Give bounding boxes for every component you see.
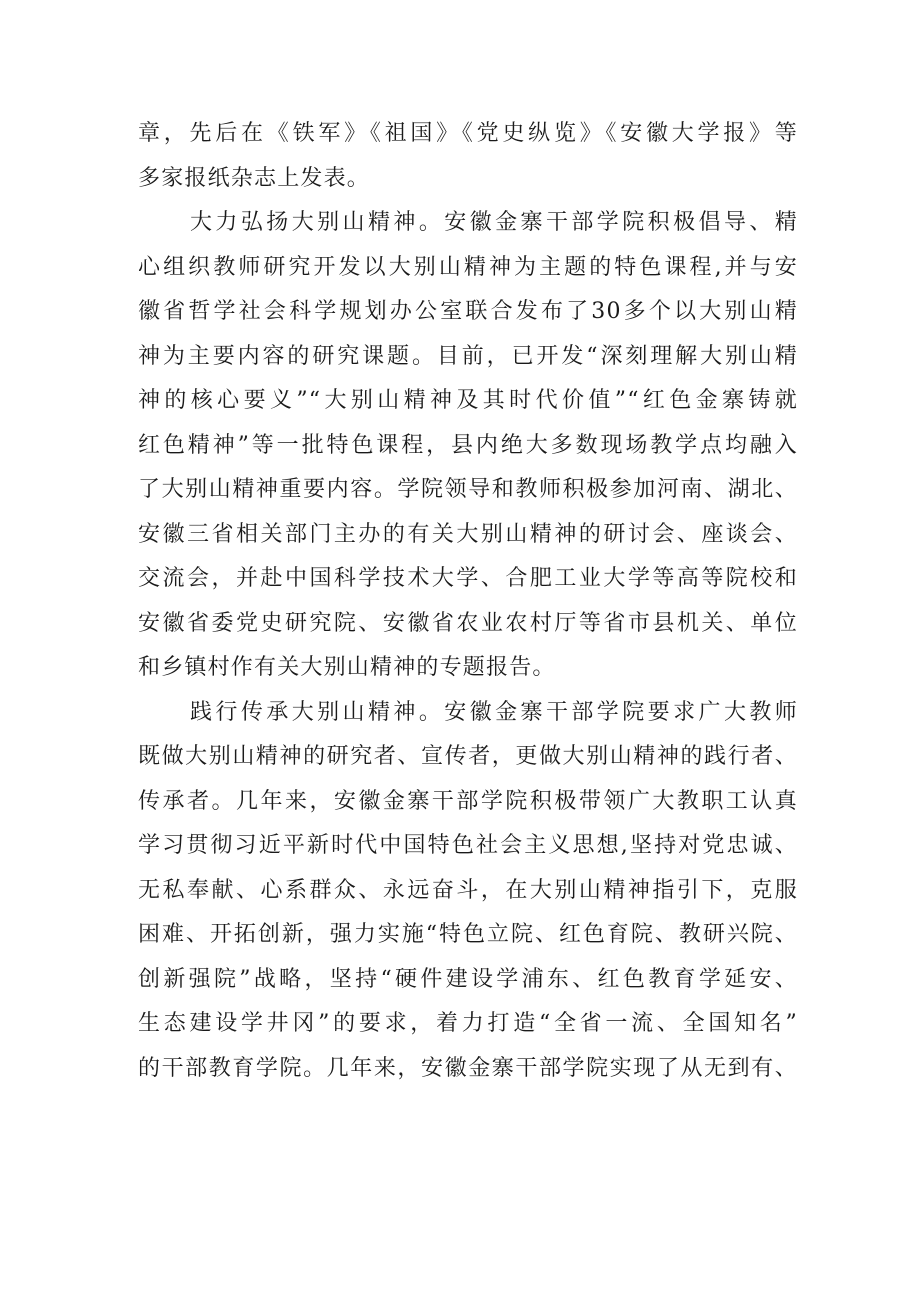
text-line: 学习贯彻习近平新时代中国特色社会主义思想,坚持对党忠诚、 (138, 833, 798, 858)
text-line: 生态建设学井冈”的要求，着力打造“全省一流、全国知名” (138, 1011, 798, 1036)
text-line: 徽省哲学社会科学规划办公室联合发布了30多个以大别山精 (138, 299, 798, 324)
text-line: 交流会，并赴中国科学技术大学、合肥工业大学等高等院校和 (138, 566, 798, 591)
text-line: 多家报纸杂志上发表。 (138, 165, 371, 191)
text-line: 神为主要内容的研究课题。目前，已开发“深刻理解大别山精 (138, 343, 798, 369)
text-line: 了大别山精神重要内容。学院领导和教师积极参加河南、湖北、 (138, 477, 798, 502)
text-line: 章，先后在《铁军》《祖国》《党史纵览》《安徽大学报》等 (138, 121, 798, 146)
text-line: 困难、开拓创新，强力实施“特色立院、红色育院、教研兴院、 (138, 922, 798, 947)
text-line: 红色精神”等一批特色课程，县内绝大多数现场教学点均融入 (138, 432, 798, 458)
text-line: 神的核心要义”“大别山精神及其时代价值”“红色金寨铸就 (138, 388, 798, 413)
paragraph-first-line: 践行传承大别山精神。安徽金寨干部学院要求广大教师 (190, 699, 798, 725)
text-line: 和乡镇村作有关大别山精神的专题报告。 (138, 655, 556, 680)
text-line: 心组织教师研究开发以大别山精神为主题的特色课程,并与安 (138, 254, 798, 280)
paragraph-first-line: 大力弘扬大别山精神。安徽金寨干部学院积极倡导、精 (190, 210, 798, 235)
text-line: 安徽三省相关部门主办的有关大别山精神的研讨会、座谈会、 (138, 521, 798, 547)
text-line: 传承者。几年来，安徽金寨干部学院积极带领广大教职工认真 (138, 788, 798, 814)
document-body (138, 112, 798, 1091)
text-line: 安徽省委党史研究院、安徽省农业农村厅等省市县机关、单位 (138, 610, 798, 636)
text-line: 的干部教育学院。几年来，安徽金寨干部学院实现了从无到有、 (138, 1055, 798, 1081)
text-line: 既做大别山精神的研究者、宣传者，更做大别山精神的践行者、 (138, 744, 798, 769)
text-line: 无私奉献、心系群众、永远奋斗，在大别山精神指引下，克服 (138, 877, 798, 903)
text-line: 创新强院”战略，坚持“硬件建设学浦东、红色教育学延安、 (138, 966, 798, 992)
